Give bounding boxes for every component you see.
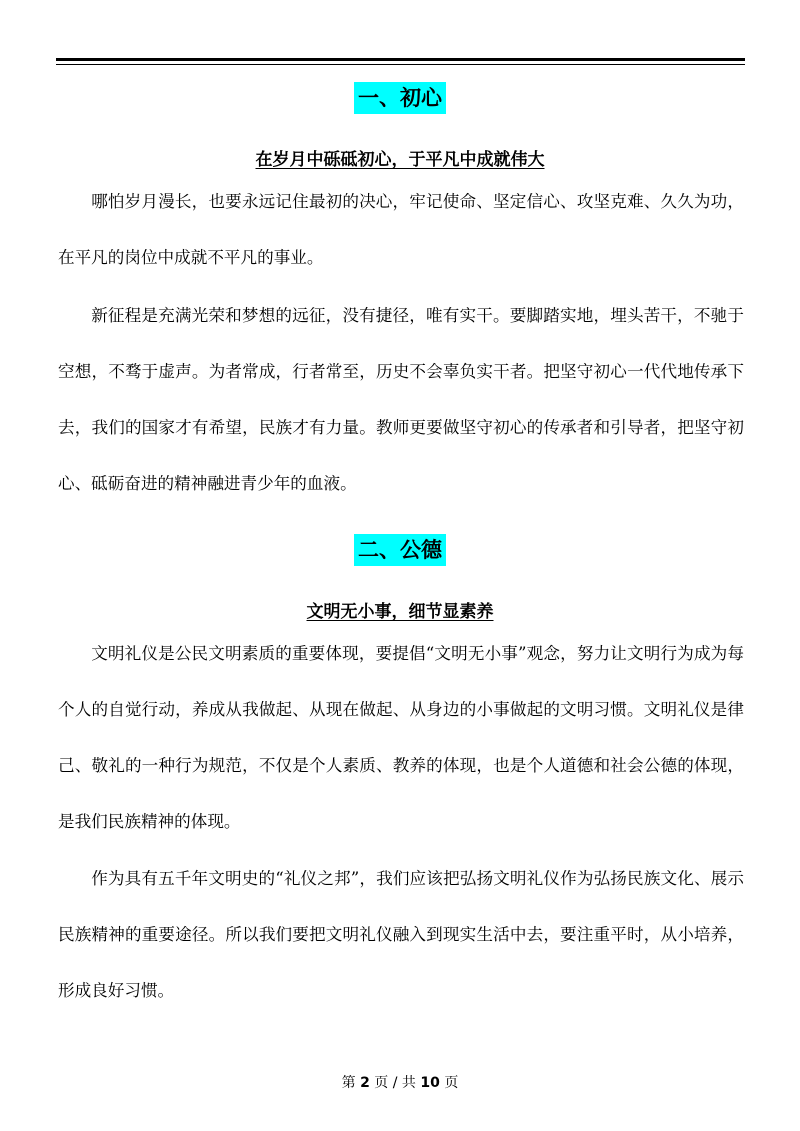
paragraph-2-1: 文明礼仪是公民文明素质的重要体现，要提倡“文明无小事”观念，努力让文明行为成为每个人的自觉行动，养成从我做起、从现在做起、从身边的小事做起的文明习惯。文明礼仪是律己、敬礼的一种行为规范，不仅是个人素质、教养的体现，也是个人道德和社会公德的体现，是我们民族精神的体现。 [58,644,744,831]
section-heading-2-text: 二、公德 [354,534,446,566]
footer-suffix: 页 [439,1075,459,1091]
header-rule-thick [56,58,745,61]
paragraph-1-1: 哪怕岁月漫长，也要永远记住最初的决心，牢记使命、坚定信心、攻坚克难、久久为功，在平凡的岗位中成就不平凡的事业。 [58,192,744,267]
section-heading-2 [0,534,800,564]
footer-middle: 页 / 共 [369,1075,421,1091]
section-heading-1-text: 一、初心 [354,82,446,114]
paragraph-2-2: 作为具有五千年文明史的“礼仪之邦”，我们应该把弘扬文明礼仪作为弘扬民族文化、展示民族精神的重要途径。所以我们要把文明礼仪融入到现实生活中去，要注重平时，从小培养，形成良好习惯。 [58,869,744,1000]
page-footer [0,1072,800,1092]
section-subtitle-2: 文明无小事，细节显素养 [306,602,494,622]
footer-prefix: 第 [341,1075,361,1091]
section-subtitle-1: 在岁月中砾砥初心，于平凡中成就伟大 [255,150,545,170]
paragraph-1-2: 新征程是充满光荣和梦想的远征，没有捷径，唯有实干。要脚踏实地，埋头苦干，不驰于空想，不骛于虚声。为者常成，行者常至，历史不会辜负实干者。把坚守初心一代代地传承下去，我们的国家才有希望，民族才有力量。教师更要做坚守初心的传承者和引导者，把坚守初心、砥砺奋进的精神融进青少年的血液。 [58,306,744,493]
total-page-number: 10 [420,1075,440,1091]
current-page-number: 2 [360,1075,370,1091]
section-heading-1 [0,82,800,112]
header-rule-thin [56,64,745,65]
